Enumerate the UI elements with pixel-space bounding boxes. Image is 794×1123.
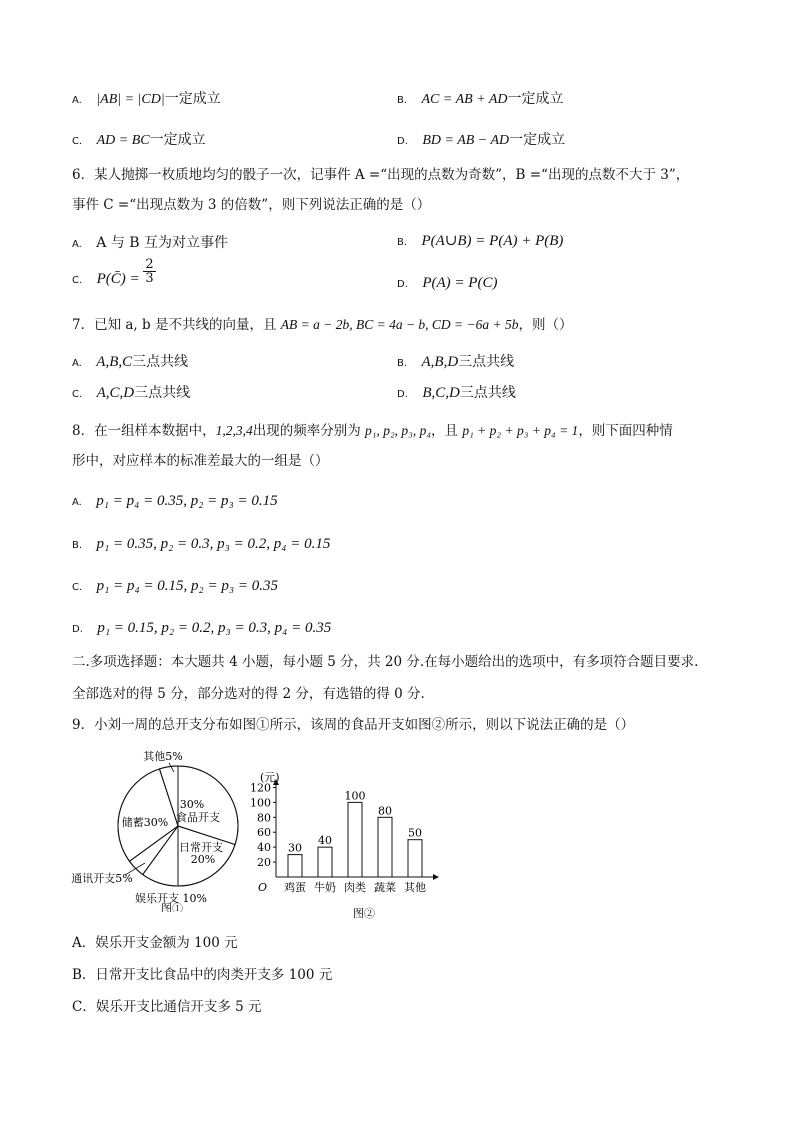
option-text: 三点共线 <box>132 354 189 370</box>
fraction <box>143 258 155 285</box>
q5-option-d[interactable] <box>397 133 565 148</box>
option-math: A,B,D <box>421 354 459 370</box>
bar-1 <box>318 847 332 877</box>
q8-option-d[interactable] <box>72 621 331 636</box>
q6-stem-line1: 6．某人抛掷一枚质地均匀的骰子一次，记事件 A =“出现的点数为奇数”，B =“出现的点数不大于 3”， <box>72 167 690 183</box>
option-label: A. <box>72 358 82 369</box>
bar-0 <box>288 855 302 877</box>
q8-math: 1,2,3,4 <box>215 423 253 438</box>
q9-option-a[interactable]: A．娱乐开支金额为 100 元 <box>72 935 238 951</box>
option-label: C. <box>72 274 83 286</box>
option-text: A 与 B 互为对立事件 <box>96 235 229 251</box>
axis-origin: O <box>258 881 268 894</box>
option-math: P(C̄) = <box>96 270 144 287</box>
q7-option-a[interactable] <box>72 355 188 370</box>
option-math: AC = AB + AD <box>421 92 508 107</box>
q7-stem-math: AB = a − 2b, BC = 4a − b, CD = −6a + 5b <box>280 317 519 332</box>
option-math: A,B,C <box>96 354 133 370</box>
q8-option-a[interactable] <box>72 494 278 509</box>
option-label: A. <box>72 239 82 250</box>
option-label: B. <box>397 358 408 369</box>
q8-option-b[interactable] <box>72 537 330 552</box>
x-tick-label: 肉类 <box>344 881 366 894</box>
q7-stem <box>72 318 573 333</box>
x-tick-label: 其他 <box>404 881 426 894</box>
y-tick-label: 80 <box>257 811 271 825</box>
bar-marks <box>284 789 426 894</box>
q8-math: p₁, p₂, p₃, p₄ <box>365 423 432 438</box>
bar-chart <box>248 770 448 922</box>
pie-label-food-name: 食品开支 <box>176 811 220 824</box>
q5-option-c[interactable] <box>72 133 206 148</box>
q8-option-c[interactable] <box>72 579 278 594</box>
pie-chart <box>60 740 250 912</box>
q6-option-c[interactable] <box>72 257 156 304</box>
section2-line1: 二.多项选择题：本大题共 4 小题，每小题 5 分，共 20 分.在每小题给出的选项中，有多项符合题目要求. <box>72 654 699 670</box>
fraction-denominator: 3 <box>145 271 154 286</box>
option-label: C. <box>72 582 83 593</box>
pie-label-food-pct: 30% <box>179 798 205 811</box>
option-label: B. <box>72 540 83 551</box>
y-axis-unit: (元) <box>260 771 280 784</box>
y-tick-label: 60 <box>257 826 271 840</box>
pie-label-daily-pct: 20% <box>190 853 216 866</box>
option-math: BD = AB − AD <box>422 133 510 148</box>
option-math: |AB| = |CD| <box>96 92 165 107</box>
pie-label-other: 其他5% <box>143 750 183 763</box>
q7-option-c[interactable] <box>72 386 190 401</box>
bar-value-label: 40 <box>318 834 332 848</box>
q7-stem-pre: 7．已知 a, b 是不共线的向量，且 <box>72 317 281 333</box>
q8-stem-line1 <box>72 424 673 439</box>
bar-4 <box>408 840 422 877</box>
option-math: p₁ = 0.35, p₂ = 0.3, p₃ = 0.2, p₄ = 0.15 <box>96 536 331 552</box>
section2-line2: 全部选对的得 5 分，部分选对的得 2 分，有选错的得 0 分. <box>72 686 425 702</box>
option-math: B,C,D <box>422 385 460 401</box>
q8-text: 8．在一组样本数据中， <box>72 423 216 439</box>
q9-option-c[interactable]: C．娱乐开支比通信开支多 5 元 <box>72 999 262 1015</box>
q8-math: p₁ + p₂ + p₃ + p₄ = 1 <box>462 423 579 438</box>
y-tick-label: 40 <box>257 841 271 855</box>
option-label: D. <box>397 279 408 290</box>
option-label: D. <box>397 136 408 147</box>
q7-option-b[interactable] <box>397 355 514 370</box>
q7-option-d[interactable] <box>397 386 516 401</box>
q6-option-d[interactable] <box>397 276 497 291</box>
q6-stem-line2: 事件 C =“出现点数为 3 的倍数”，则下列说法正确的是（） <box>72 197 431 213</box>
option-label: D. <box>72 624 83 635</box>
q8-text: ，且 <box>431 423 463 439</box>
y-ticks <box>250 781 276 869</box>
x-tick-label: 牛奶 <box>314 881 336 894</box>
option-math: p₁ = 0.15, p₂ = 0.2, p₃ = 0.3, p₄ = 0.35 <box>97 620 332 636</box>
q8-text: 出现的频率分别为 <box>252 423 366 439</box>
option-text: 一定成立 <box>164 91 221 107</box>
option-text: 三点共线 <box>458 354 515 370</box>
y-tick-label: 20 <box>257 856 271 870</box>
option-text: 一定成立 <box>509 132 566 148</box>
pie-figure-title: 图① <box>161 902 183 912</box>
q8-stem-line2: 形中，对应样本的标准差最大的一组是（） <box>72 453 329 469</box>
bar-value-label: 50 <box>408 826 422 840</box>
x-tick-label: 蔬菜 <box>374 881 396 894</box>
pie-label-comm: 通讯开支5% <box>71 872 133 885</box>
y-tick-label: 120 <box>250 781 271 795</box>
option-math: P(A∪B) = P(A) + P(B) <box>421 233 564 249</box>
bar-3 <box>378 817 392 877</box>
option-label: A. <box>72 95 82 106</box>
option-math: AD = BC <box>96 133 150 148</box>
q7-stem-post: ，则（） <box>518 317 573 333</box>
bar-value-label: 100 <box>344 789 366 803</box>
bar-value-label: 30 <box>288 841 302 855</box>
pie-label-saving: 储蓄30% <box>121 816 169 829</box>
option-label: B. <box>397 95 408 106</box>
y-tick-label: 100 <box>250 796 271 810</box>
pie-label-daily-name: 日常开支 <box>179 841 223 854</box>
q9-option-b[interactable]: B．日常开支比食品中的肉类开支多 100 元 <box>72 967 333 983</box>
option-text: 三点共线 <box>459 385 516 401</box>
q8-text: ，则下面四种情 <box>578 423 673 439</box>
option-text: 三点共线 <box>134 385 191 401</box>
option-label: D. <box>397 389 408 400</box>
option-text: 一定成立 <box>149 132 206 148</box>
option-label: C. <box>72 389 83 400</box>
option-label: B. <box>397 237 408 248</box>
x-tick-label: 鸡蛋 <box>284 881 306 894</box>
pie-label-entertainment: 娱乐开支 10% <box>135 892 207 905</box>
option-math: p₁ = p₄ = 0.35, p₂ = p₃ = 0.15 <box>96 493 278 509</box>
option-text: 一定成立 <box>507 91 564 107</box>
option-math: A,C,D <box>96 385 135 401</box>
bar-figure-title: 图② <box>353 907 375 920</box>
option-label: C. <box>72 136 83 147</box>
q6-option-b[interactable] <box>397 234 563 249</box>
q5-option-b[interactable] <box>397 92 564 107</box>
fraction-numerator: 2 <box>145 257 154 272</box>
option-math: P(A) = P(C) <box>422 275 498 291</box>
option-math: p₁ = p₄ = 0.15, p₂ = p₃ = 0.35 <box>96 578 278 594</box>
bar-2 <box>348 802 362 877</box>
q6-option-a[interactable] <box>72 236 228 250</box>
q5-option-a[interactable] <box>72 92 221 107</box>
bar-value-label: 80 <box>378 804 392 818</box>
q9-stem: 9．小刘一周的总开支分布如图①所示，该周的食品开支如图②所示，则以下说法正确的是（） <box>72 717 635 733</box>
option-label: A. <box>72 497 82 508</box>
